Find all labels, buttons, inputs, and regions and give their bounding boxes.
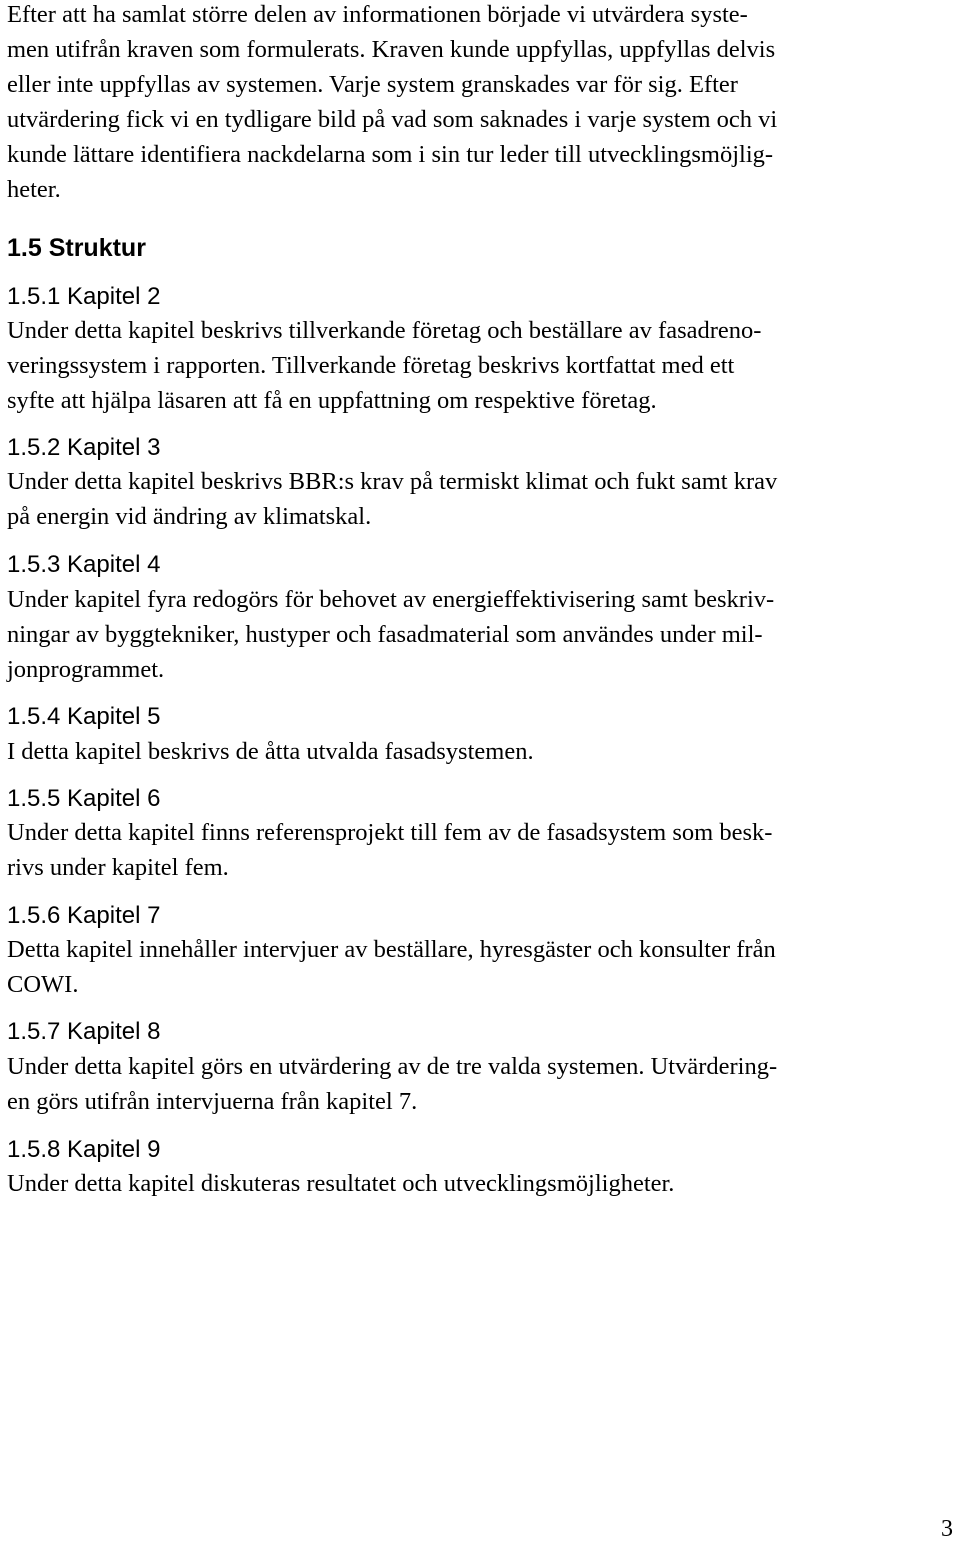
subsection-heading: 1.5.6 Kapitel 7 <box>7 902 161 929</box>
body-line: Under kapitel fyra redogörs för behovet av energieffektivisering samt beskriv- <box>7 586 775 613</box>
body-line: Under detta kapitel görs en utvärdering av de tre valda systemen. Utvärdering- <box>7 1053 778 1080</box>
intro-line: heter. <box>7 176 61 203</box>
subsection-heading: 1.5.7 Kapitel 8 <box>7 1018 161 1045</box>
body-line: syfte att hjälpa läsaren att få en uppfattning om respektive företag. <box>7 387 657 414</box>
intro-line: Efter att ha samlat större delen av informationen började vi utvärdera syste- <box>7 1 748 28</box>
intro-line: utvärdering fick vi en tydligare bild på vad som saknades i varje system och vi <box>7 106 778 133</box>
body-line: på energin vid ändring av klimatskal. <box>7 503 372 530</box>
subsection-heading: 1.5.3 Kapitel 4 <box>7 551 161 578</box>
body-line: ningar av byggtekniker, hustyper och fasadmaterial som användes under mil- <box>7 621 763 648</box>
subsection-heading: 1.5.4 Kapitel 5 <box>7 703 161 730</box>
intro-line: kunde lättare identifiera nackdelarna som i sin tur leder till utvecklingsmöjlig- <box>7 141 774 168</box>
page-number: 3 <box>941 1516 953 1542</box>
body-line: Detta kapitel innehåller intervjuer av beställare, hyresgäster och konsulter från <box>7 936 776 963</box>
subsection-heading: 1.5.2 Kapitel 3 <box>7 434 161 461</box>
intro-line: eller inte uppfyllas av systemen. Varje system granskades var för sig. Efter <box>7 71 738 98</box>
body-line: jonprogrammet. <box>7 656 165 683</box>
body-line: I detta kapitel beskrivs de åtta utvalda fasadsystemen. <box>7 738 534 765</box>
body-line: Under detta kapitel diskuteras resultatet och utvecklingsmöjligheter. <box>7 1170 675 1197</box>
subsection-heading: 1.5.5 Kapitel 6 <box>7 785 161 812</box>
section-heading: 1.5 Struktur <box>7 234 146 262</box>
body-line: Under detta kapitel beskrivs BBR:s krav på termiskt klimat och fukt samt krav <box>7 468 778 495</box>
intro-line: men utifrån kraven som formulerats. Kraven kunde uppfyllas, uppfyllas delvis <box>7 36 776 63</box>
body-line: Under detta kapitel beskrivs tillverkande företag och beställare av fasadreno- <box>7 317 762 344</box>
body-line: rivs under kapitel fem. <box>7 854 229 881</box>
body-line: en görs utifrån intervjuerna från kapitel 7. <box>7 1088 418 1115</box>
body-line: veringssystem i rapporten. Tillverkande företag beskrivs kortfattat med ett <box>7 352 735 379</box>
body-line: Under detta kapitel finns referensprojekt till fem av de fasadsystem som besk- <box>7 819 773 846</box>
subsection-heading: 1.5.1 Kapitel 2 <box>7 283 161 310</box>
subsection-heading: 1.5.8 Kapitel 9 <box>7 1136 161 1163</box>
body-line: COWI. <box>7 971 79 998</box>
